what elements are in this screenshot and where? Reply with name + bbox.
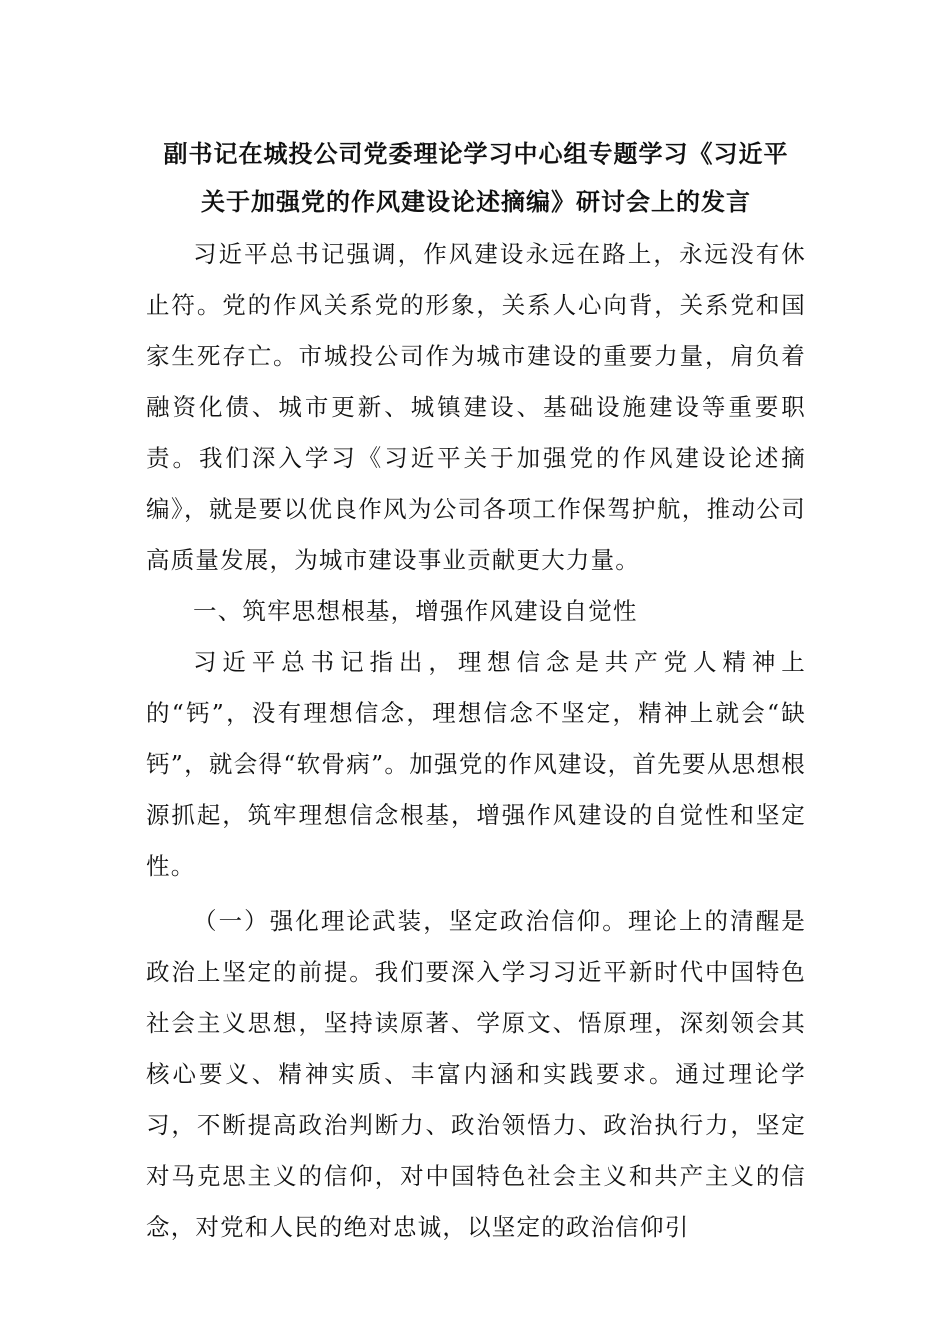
document-title	[146, 130, 806, 226]
paragraph-subsection-1: （一）强化理论武装，坚定政治信仰。理论上的清醒是政治上坚定的前提。我们要深入学习习近平新时代中国特色社会主义思想，坚持读原著、学原文、悟原理，深刻领会其核心要义、精神实质、丰富内涵和实践要求。通过理论学习，不断提高政治判断力、政治领悟力、政治执行力，坚定对马克思主义的信仰，对中国特色社会主义和共产主义的信念，对党和人民的绝对忠诚，以坚定的政治信仰引	[146, 907, 806, 1241]
title-line-2: 关于加强党的作风建设论述摘编》研讨会上的发言	[201, 188, 751, 216]
paragraph-section-1: 习近平总书记指出，理想信念是共产党人精神上的“钙”，没有理想信念，理想信念不坚定，精神上就会“缺钙”，就会得“软骨病”。加强党的作风建设，首先要从思想根源抓起，筑牢理想信念根基，增强作风建设的自觉性和坚定性。	[146, 648, 806, 880]
document-body	[146, 130, 806, 1253]
paragraph-intro: 习近平总书记强调，作风建设永远在路上，永远没有休止符。党的作风关系党的形象，关系人心向背，关系党和国家生死存亡。市城投公司作为城市建设的重要力量，肩负着融资化债、城市更新、城镇建设、基础设施建设等重要职责。我们深入学习《习近平关于加强党的作风建设论述摘编》，就是要以优良作风为公司各项工作保驾护航，推动公司高质量发展，为城市建设事业贡献更大力量。	[146, 240, 806, 574]
section-heading-1: 一、筑牢思想根基，增强作风建设自觉性	[193, 597, 638, 625]
title-line-1: 副书记在城投公司党委理论学习中心组专题学习《习近平	[163, 140, 789, 168]
